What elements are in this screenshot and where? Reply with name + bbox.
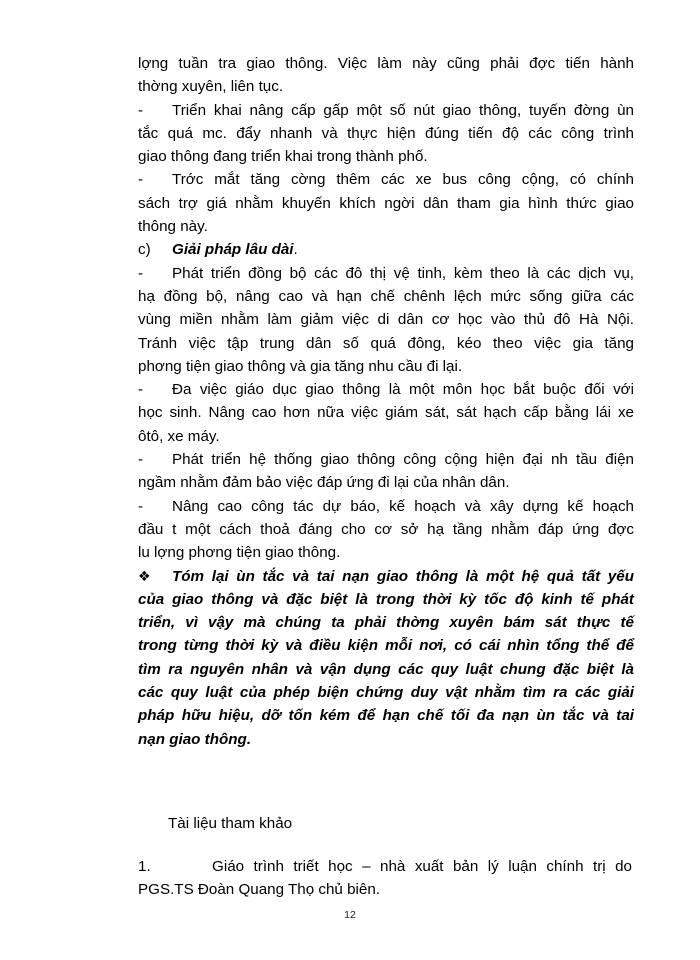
reference-text: Giáo trình triết học – nhà xuất bản lý luận chính trị do	[212, 858, 632, 875]
list-dash: -	[138, 451, 144, 469]
paragraph-line: Tránh việc tập trung dân số quá đông, kéo theo việc gia tăng	[138, 334, 634, 352]
list-item	[138, 448, 634, 471]
conclusion-line: các quy luật của phép biện chứng duy vật nhằm tìm ra các giải	[138, 684, 634, 702]
paragraph-line: thờng xuyên, liên tục.	[138, 78, 284, 96]
conclusion-line: pháp hữu hiệu, dỡ tốn kém để hạn chế tối đa nạn ùn tắc và tai	[138, 707, 634, 725]
list-item	[138, 168, 634, 191]
conclusion-line: của giao thông và đặc biệt là trong thời kỳ tốc độ kinh tế phát	[138, 590, 634, 608]
paragraph-line: lợng tuần tra giao thông. Việc làm này cũng phải đợc tiến hành	[138, 55, 634, 72]
conclusion-line: trong từng thời kỳ và điều kiện mỗi nơi, có cái nhìn tổng thể để	[138, 637, 634, 655]
conclusion-line: Tóm lại ùn tắc và tai nạn giao thông là một hệ quả tất yếu	[172, 567, 634, 585]
list-dash: -	[138, 101, 144, 119]
reference-text-continued: PGS.TS Đoàn Quang Thọ chủ biên.	[138, 881, 381, 899]
paragraph-line: vùng miền nhằm làm giảm việc di dân cơ học vào thủ đô Hà Nội.	[138, 311, 634, 329]
list-item	[138, 262, 634, 285]
references-title: Tài liệu tham khảo	[168, 815, 293, 832]
section-title-suffix: .	[293, 241, 298, 259]
diamond-bullet-icon: ❖	[138, 567, 151, 584]
paragraph-line: Đa việc giáo dục giao thông là một môn học bắt buộc đối với	[172, 381, 634, 399]
reference-item	[138, 855, 632, 902]
paragraph-line: Trớc mắt tăng cờng thêm các xe bus công cộng, có chính	[172, 171, 634, 189]
body-text	[138, 52, 634, 751]
paragraph-line: Phát triển đồng bộ các đô thị vệ tinh, kèm theo là các dịch vụ,	[172, 264, 634, 282]
paragraph-line: Nâng cao công tác dự báo, kế hoạch và xây dựng kế hoạch	[172, 497, 634, 515]
paragraph-line: ôtô, xe máy.	[138, 427, 220, 445]
paragraph-line: phơng tiện giao thông và gia tăng nhu cầu đi lại.	[138, 357, 463, 375]
section-title	[172, 238, 298, 261]
paragraph-line: thông này.	[138, 218, 208, 236]
paragraph-line: tắc quá mc. đẩy nhanh và thực hiện đúng tiến độ các công trình	[138, 124, 634, 142]
conclusion-line: nạn giao thông.	[138, 730, 252, 748]
conclusion-line: triển, vì vậy mà chúng ta phải thờng xuyên bám sát thực tế	[138, 614, 634, 632]
paragraph-line: hạ đồng bộ, nâng cao và hạn chế chênh lệch mức sống giữa các	[138, 287, 634, 305]
paragraph-line: học sinh. Nâng cao hơn nữa việc giám sát, sát hạch cấp bằng lái xe	[138, 404, 634, 422]
list-item	[138, 99, 634, 122]
reference-number: 1.	[138, 858, 151, 875]
list-dash: -	[138, 264, 144, 282]
paragraph-line: sách trợ giá nhằm khuyến khích ngời dân tham gia hình thức giao	[138, 194, 634, 212]
conclusion-first-line	[138, 565, 634, 588]
section-heading-c	[138, 238, 634, 261]
list-item	[138, 495, 634, 518]
section-label: c)	[138, 241, 151, 259]
list-item	[138, 378, 634, 401]
page-number: 12	[344, 909, 356, 921]
paragraph-line: Triển khai nâng cấp gấp một số nút giao thông, tuyến đờng ùn	[172, 101, 634, 119]
paragraph-line: lu lợng phơng tiện giao thông.	[138, 544, 341, 562]
reference-first-line	[138, 855, 632, 878]
paragraph-line: Phát triển hệ thống giao thông công cộng hiện đại nh tầu điện	[172, 451, 634, 469]
list-dash: -	[138, 497, 144, 515]
paragraph-line: ngầm nhằm đảm bảo việc đáp ứng đi lại của nhân dân.	[138, 474, 510, 492]
list-dash: -	[138, 171, 144, 189]
paragraph-line: đầu t một cách thoả đáng cho cơ sở hạ tầng nhằm đáp ứng đợc	[138, 520, 634, 538]
list-dash: -	[138, 381, 144, 399]
paragraph-line: giao thông đang triển khai trong thành phố.	[138, 148, 428, 166]
conclusion-line: tìm ra nguyên nhân và vận dụng các quy luật chung đặc biệt là	[138, 660, 634, 678]
section-title-text: Giải pháp lâu dài	[172, 241, 294, 259]
